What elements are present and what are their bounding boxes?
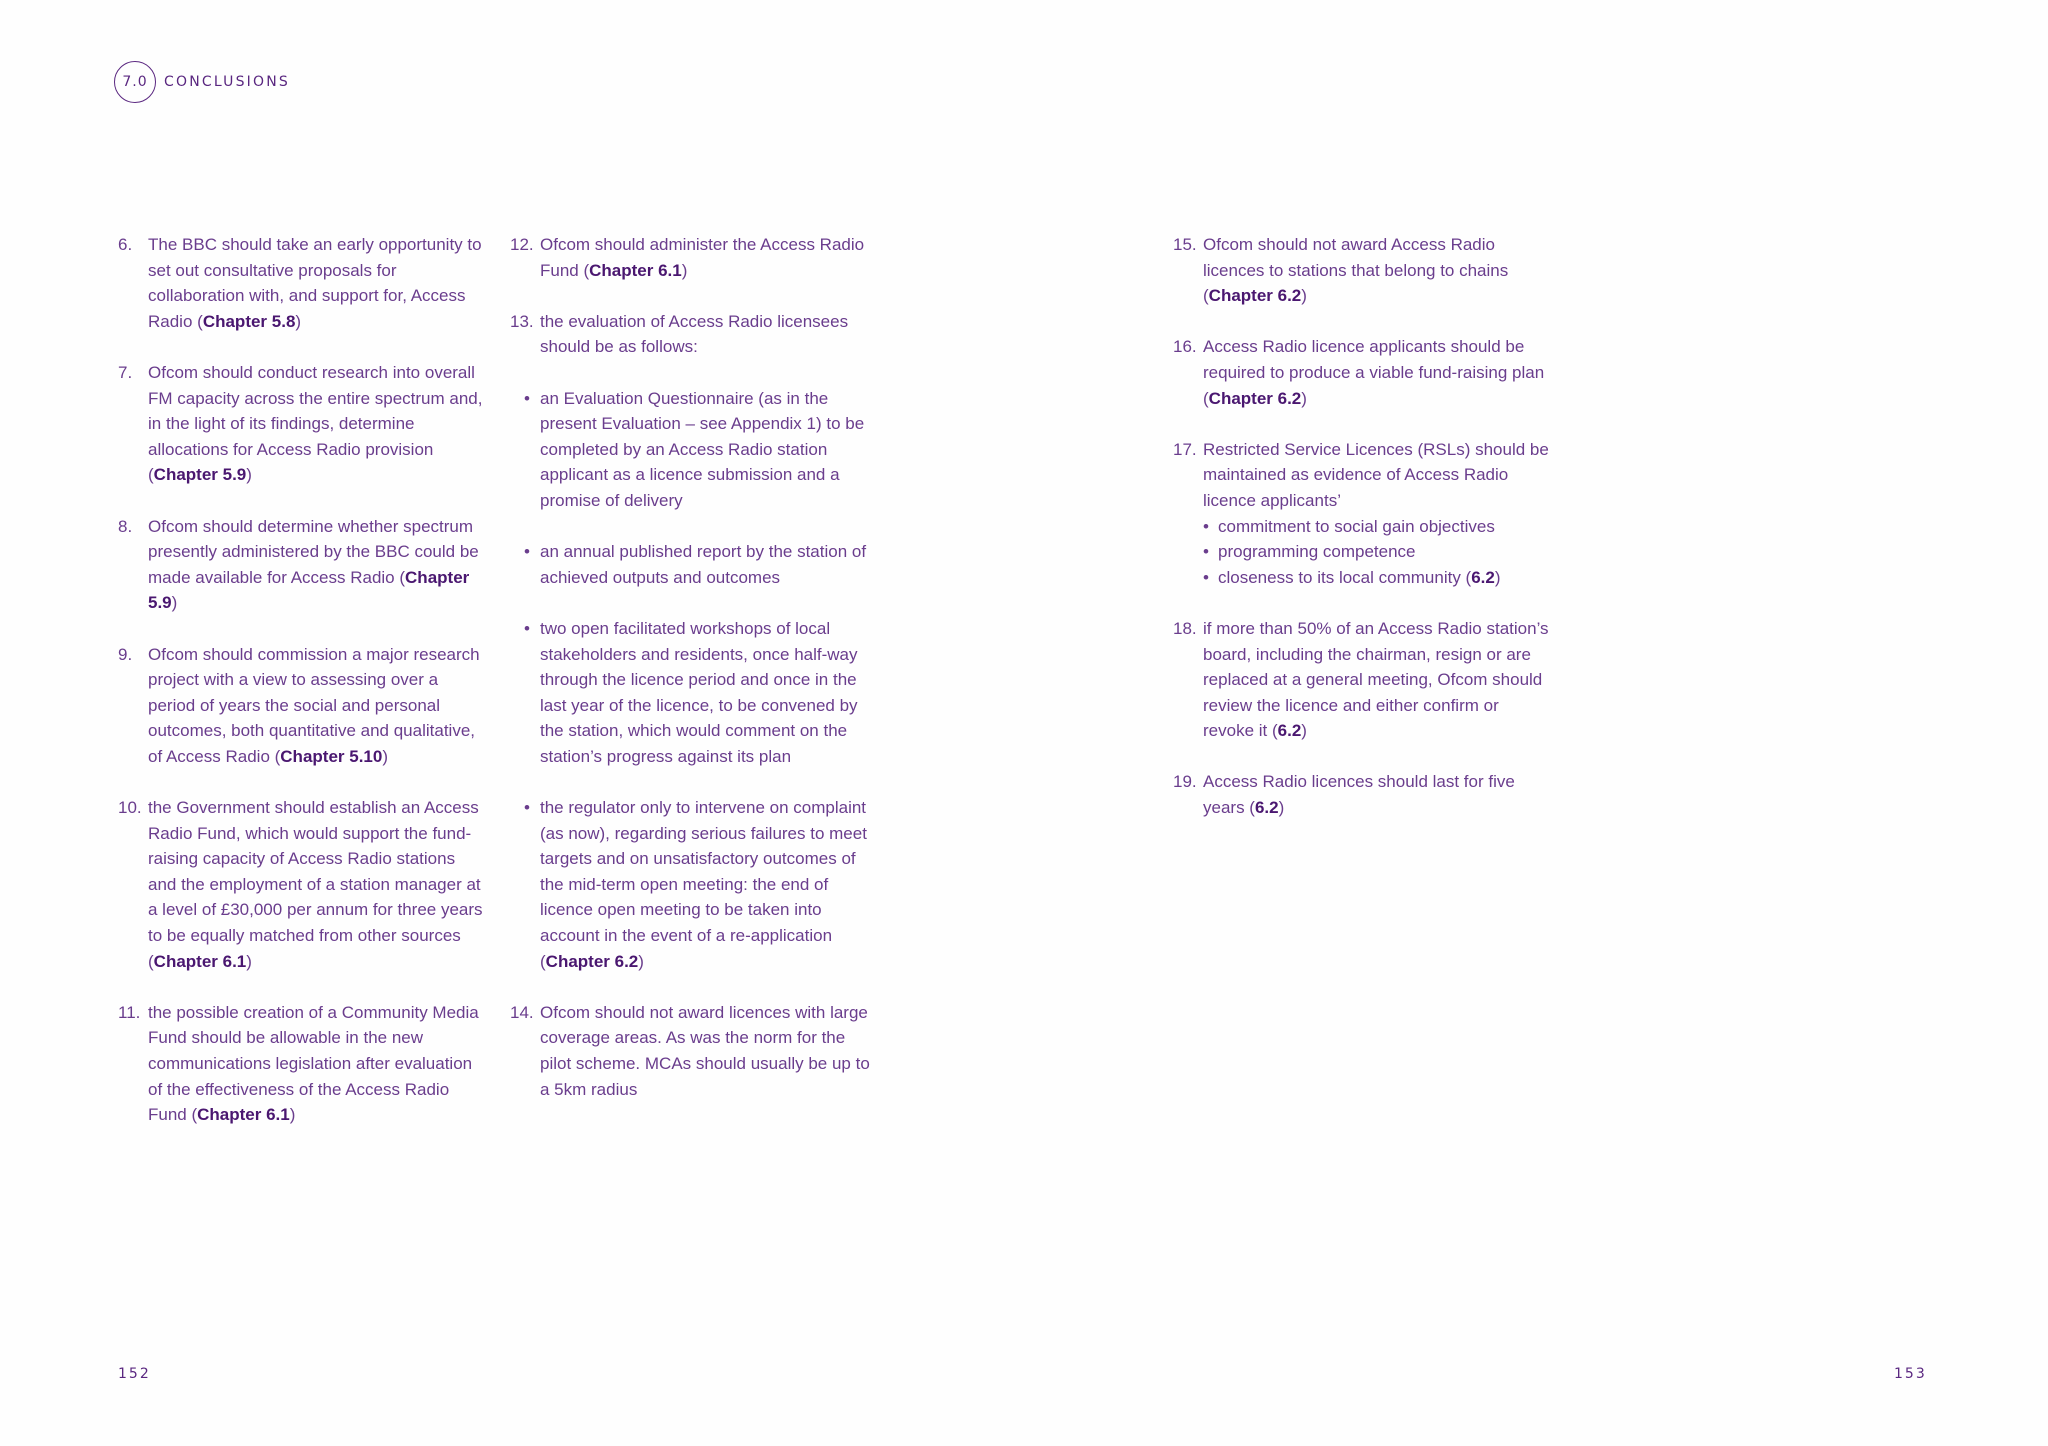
column-1 xyxy=(118,232,488,1153)
list-item: 17. Restricted Service Licences (RSLs) should be maintained as evidence of Access Radio licence applicants’ • commitment to social gain objectives • programming competence • closeness to its local community (6.2) xyxy=(1173,437,1553,591)
bullet-item xyxy=(510,616,880,770)
page-number-left: 152 xyxy=(118,1366,151,1382)
sub-list-item: • programming competence xyxy=(1203,539,1553,565)
item-text: Restricted Service Licences (RSLs) should be maintained as evidence of Access Radio licence applicants’ xyxy=(1203,439,1549,510)
list-item: 9. Ofcom should commission a major research project with a view to assessing over a period of years the social and personal outcomes, both quantitative and qualitative, of Access Radio (Chapter 5.10) xyxy=(118,644,480,766)
column-2 xyxy=(510,232,880,1128)
bullet-icon: • xyxy=(524,542,530,562)
chapter-ref: 6.2 xyxy=(1471,567,1495,587)
page-number-right: 153 xyxy=(1894,1366,1927,1382)
chapter-ref: Chapter 6.1 xyxy=(589,260,682,280)
chapter-ref: 6.2 xyxy=(1277,721,1302,741)
list-item: 13. the evaluation of Access Radio licensees should be as follows: xyxy=(510,311,849,357)
bullet-item: • the regulator only to intervene on complaint (as now), regarding serious failures to meet targets and on unsatisfactory outcomes of the mid-term open meeting: the end of licence open meeting to be taken into account in the event of a re-application (Chapter 6.2) xyxy=(510,795,880,974)
item-text: Ofcom should administer the Access Radio Fund ( xyxy=(540,235,865,280)
item-text: Ofcom should commission a major research project with a view to assessing over a period of years the social and personal outcomes, both quantitative and qualitative, of Access Radio ( xyxy=(148,644,480,766)
bullet-icon: • xyxy=(524,798,530,818)
sub-list xyxy=(1203,514,1553,591)
item-text: Access Radio licence applicants should be required to produce a viable fund-raising plan ( xyxy=(1203,337,1545,408)
list-item: 10. the Government should establish an Access Radio Fund, which would support the fund-raising capacity of Access Radio stations and the employment of a station manager at a level of £30,000 per annum for three years to be equally matched from other sources (Chapter 6.1) xyxy=(118,798,483,971)
list-item: 18. if more than 50% of an Access Radio station’s board, including the chairman, resign or are replaced at a general meeting, Ofcom should review the licence and either confirm or revoke it (6.2) xyxy=(1173,618,1549,741)
item-text: if more than 50% of an Access Radio station’s board, including the chairman, resign or are replaced at a general meeting, Ofcom should review the licence and either confirm or revoke it ( xyxy=(1203,618,1549,741)
chapter-ref: Chapter 5.10 xyxy=(280,746,383,766)
bullet-item xyxy=(510,539,880,590)
item-text: Access Radio licences should last for five years ( xyxy=(1203,772,1515,818)
bullet-item xyxy=(510,386,880,514)
list-item: 15. Ofcom should not award Access Radio licences to stations that belong to chains (Chapter 6.2) xyxy=(1173,235,1509,306)
item-text: the evaluation of Access Radio licensees should be as follows: xyxy=(540,311,849,357)
list-item: 19. Access Radio licences should last for five years (6.2) xyxy=(1173,772,1515,818)
list-item: 11. the possible creation of a Community Media Fund should be allowable in the new communications legislation after evaluation of the effectiveness of the Access Radio Fund (Chapter 6.1) xyxy=(118,1002,479,1125)
list-item: 14. Ofcom should not award licences with large coverage areas. As was the norm for the pilot scheme. MCAs should usually be up to a 5km radius xyxy=(510,1002,870,1099)
item-text: Ofcom should not award Access Radio licences to stations that belong to chains ( xyxy=(1203,235,1509,306)
list-item: 7. Ofcom should conduct research into overall FM capacity across the entire spectrum and, in the light of its findings, determine allocations for Access Radio provision (Chapter 5.9) xyxy=(118,362,483,485)
bullet-text: two open facilitated workshops of local stakeholders and residents, once half-way through the licence period and once in the last year of the licence, to be convened by the station, which would comment on the station’s progress against its plan xyxy=(540,618,858,766)
item-text: the possible creation of a Community Media Fund should be allowable in the new communications legislation after evaluation of the effectiveness of the Access Radio Fund ( xyxy=(148,1002,479,1125)
section-title: CONCLUSIONS xyxy=(164,74,290,90)
item-text: Ofcom should not award licences with large coverage areas. As was the norm for the pilot scheme. MCAs should usually be up to a 5km radius xyxy=(540,1002,870,1099)
chapter-ref: Chapter 6.2 xyxy=(1208,286,1302,306)
item-text: The BBC should take an early opportunity to set out consultative proposals for collaboration with, and support for, Access Radio ( xyxy=(148,235,482,331)
bullet-icon: • xyxy=(524,388,530,408)
item-text: the Government should establish an Access Radio Fund, which would support the fund-raising capacity of Access Radio stations and the employment of a station manager at a level of £30,000 per annum for three years to be equally matched from other sources ( xyxy=(148,798,483,971)
column-3 xyxy=(1173,232,1553,846)
list-item: 6. The BBC should take an early opportunity to set out consultative proposals for collaboration with, and support for, Access Radio (Chapter 5.8) xyxy=(118,235,482,331)
list-item: 8. Ofcom should determine whether spectrum presently administered by the BBC could be made available for Access Radio (Chapter 5.9) xyxy=(118,516,479,613)
chapter-ref: Chapter 6.2 xyxy=(1208,388,1302,408)
chapter-ref: 6.2 xyxy=(1254,798,1279,818)
section-number-badge: 7.0 xyxy=(114,61,156,103)
sub-list-item: • closeness to its local community (6.2) xyxy=(1203,565,1553,591)
bullet-text: an Evaluation Questionnaire (as in the present Evaluation – see Appendix 1) to be completed by an Access Radio station applicant as a licence submission and a promise of delivery xyxy=(540,388,865,510)
bullet-text: the regulator only to intervene on complaint (as now), regarding serious failures to meet targets and on unsatisfactory outcomes of the mid-term open meeting: the end of licence open meeting to be taken into account in the event of a re-application ( xyxy=(540,798,867,971)
chapter-ref: Chapter 6.2 xyxy=(545,951,639,971)
chapter-ref: Chapter 5.8 xyxy=(202,311,296,331)
list-item: 16. Access Radio licence applicants should be required to produce a viable fund-raising plan (Chapter 6.2) xyxy=(1173,337,1545,408)
chapter-ref: Chapter 6.1 xyxy=(197,1105,290,1125)
chapter-ref: Chapter 5.9 xyxy=(153,465,247,485)
section-header xyxy=(114,60,290,104)
item-text: Ofcom should conduct research into overall FM capacity across the entire spectrum and, in the light of its findings, determine allocations for Access Radio provision ( xyxy=(148,362,483,485)
list-item: 12. Ofcom should administer the Access Radio Fund (Chapter 6.1) xyxy=(510,235,865,280)
sub-list-item: • commitment to social gain objectives xyxy=(1203,514,1553,540)
chapter-ref: Chapter 6.1 xyxy=(153,951,247,971)
chapter-ref: Chapter 5.9 xyxy=(148,567,470,613)
item-text: Ofcom should determine whether spectrum presently administered by the BBC could be made available for Access Radio ( xyxy=(148,516,479,587)
bullet-icon: • xyxy=(524,618,530,638)
bullet-text: an annual published report by the station of achieved outputs and outcomes xyxy=(540,542,867,587)
